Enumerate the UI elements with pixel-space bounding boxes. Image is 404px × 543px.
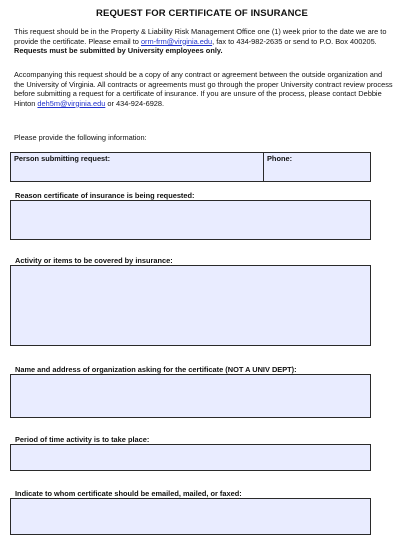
period-field[interactable] bbox=[10, 444, 371, 471]
reason-label: Reason certificate of insurance is being requested: bbox=[15, 191, 195, 200]
contract-text-2: or 434-924-6928. bbox=[105, 98, 165, 108]
contract-paragraph bbox=[14, 70, 394, 108]
delivery-label: Indicate to whom certificate should be emailed, mailed, or faxed: bbox=[15, 489, 242, 498]
person-phone-row bbox=[10, 152, 371, 182]
phone-field[interactable] bbox=[263, 152, 371, 182]
contract-text-1: Accompanying this request should be a copy of any contract or agreement between the outside organization and the University of Virginia. All contracts or agreements must go through the proper University contract review process before submitting a request for a certificate of insurance. If you are unsure of the process, please contact Debbie Hinton bbox=[14, 70, 393, 108]
organization-field[interactable] bbox=[10, 374, 371, 418]
intro-text-1: This request should be in the Property & Liability Risk Management Office one (1) week prior to the date we are to provide the certificate. Please email to bbox=[14, 27, 387, 46]
person-label: Person submitting request: bbox=[14, 154, 111, 163]
intro-text-2: , fax to 434-982-2635 or send to P.O. Box 400205. bbox=[212, 36, 377, 46]
delivery-field[interactable] bbox=[10, 498, 371, 535]
orm-email-link[interactable]: orm-frm@virginia.edu bbox=[140, 36, 213, 46]
organization-label: Name and address of organization asking for the certificate (NOT A UNIV DEPT): bbox=[15, 365, 297, 374]
page-title: REQUEST FOR CERTIFICATE OF INSURANCE bbox=[96, 8, 308, 19]
period-label: Period of time activity is to take place: bbox=[15, 435, 150, 444]
person-field[interactable] bbox=[10, 152, 264, 182]
intro-paragraph bbox=[14, 27, 394, 56]
activity-label: Activity or items to be covered by insurance: bbox=[15, 256, 173, 265]
phone-label: Phone: bbox=[267, 154, 293, 163]
activity-field[interactable] bbox=[10, 265, 371, 346]
instruction-text: Please provide the following information: bbox=[14, 133, 147, 142]
intro-requirement: Requests must be submitted by University employees only. bbox=[14, 46, 223, 56]
reason-field[interactable] bbox=[10, 200, 371, 240]
contact-email-link[interactable]: deh5m@virginia.edu bbox=[37, 98, 106, 108]
